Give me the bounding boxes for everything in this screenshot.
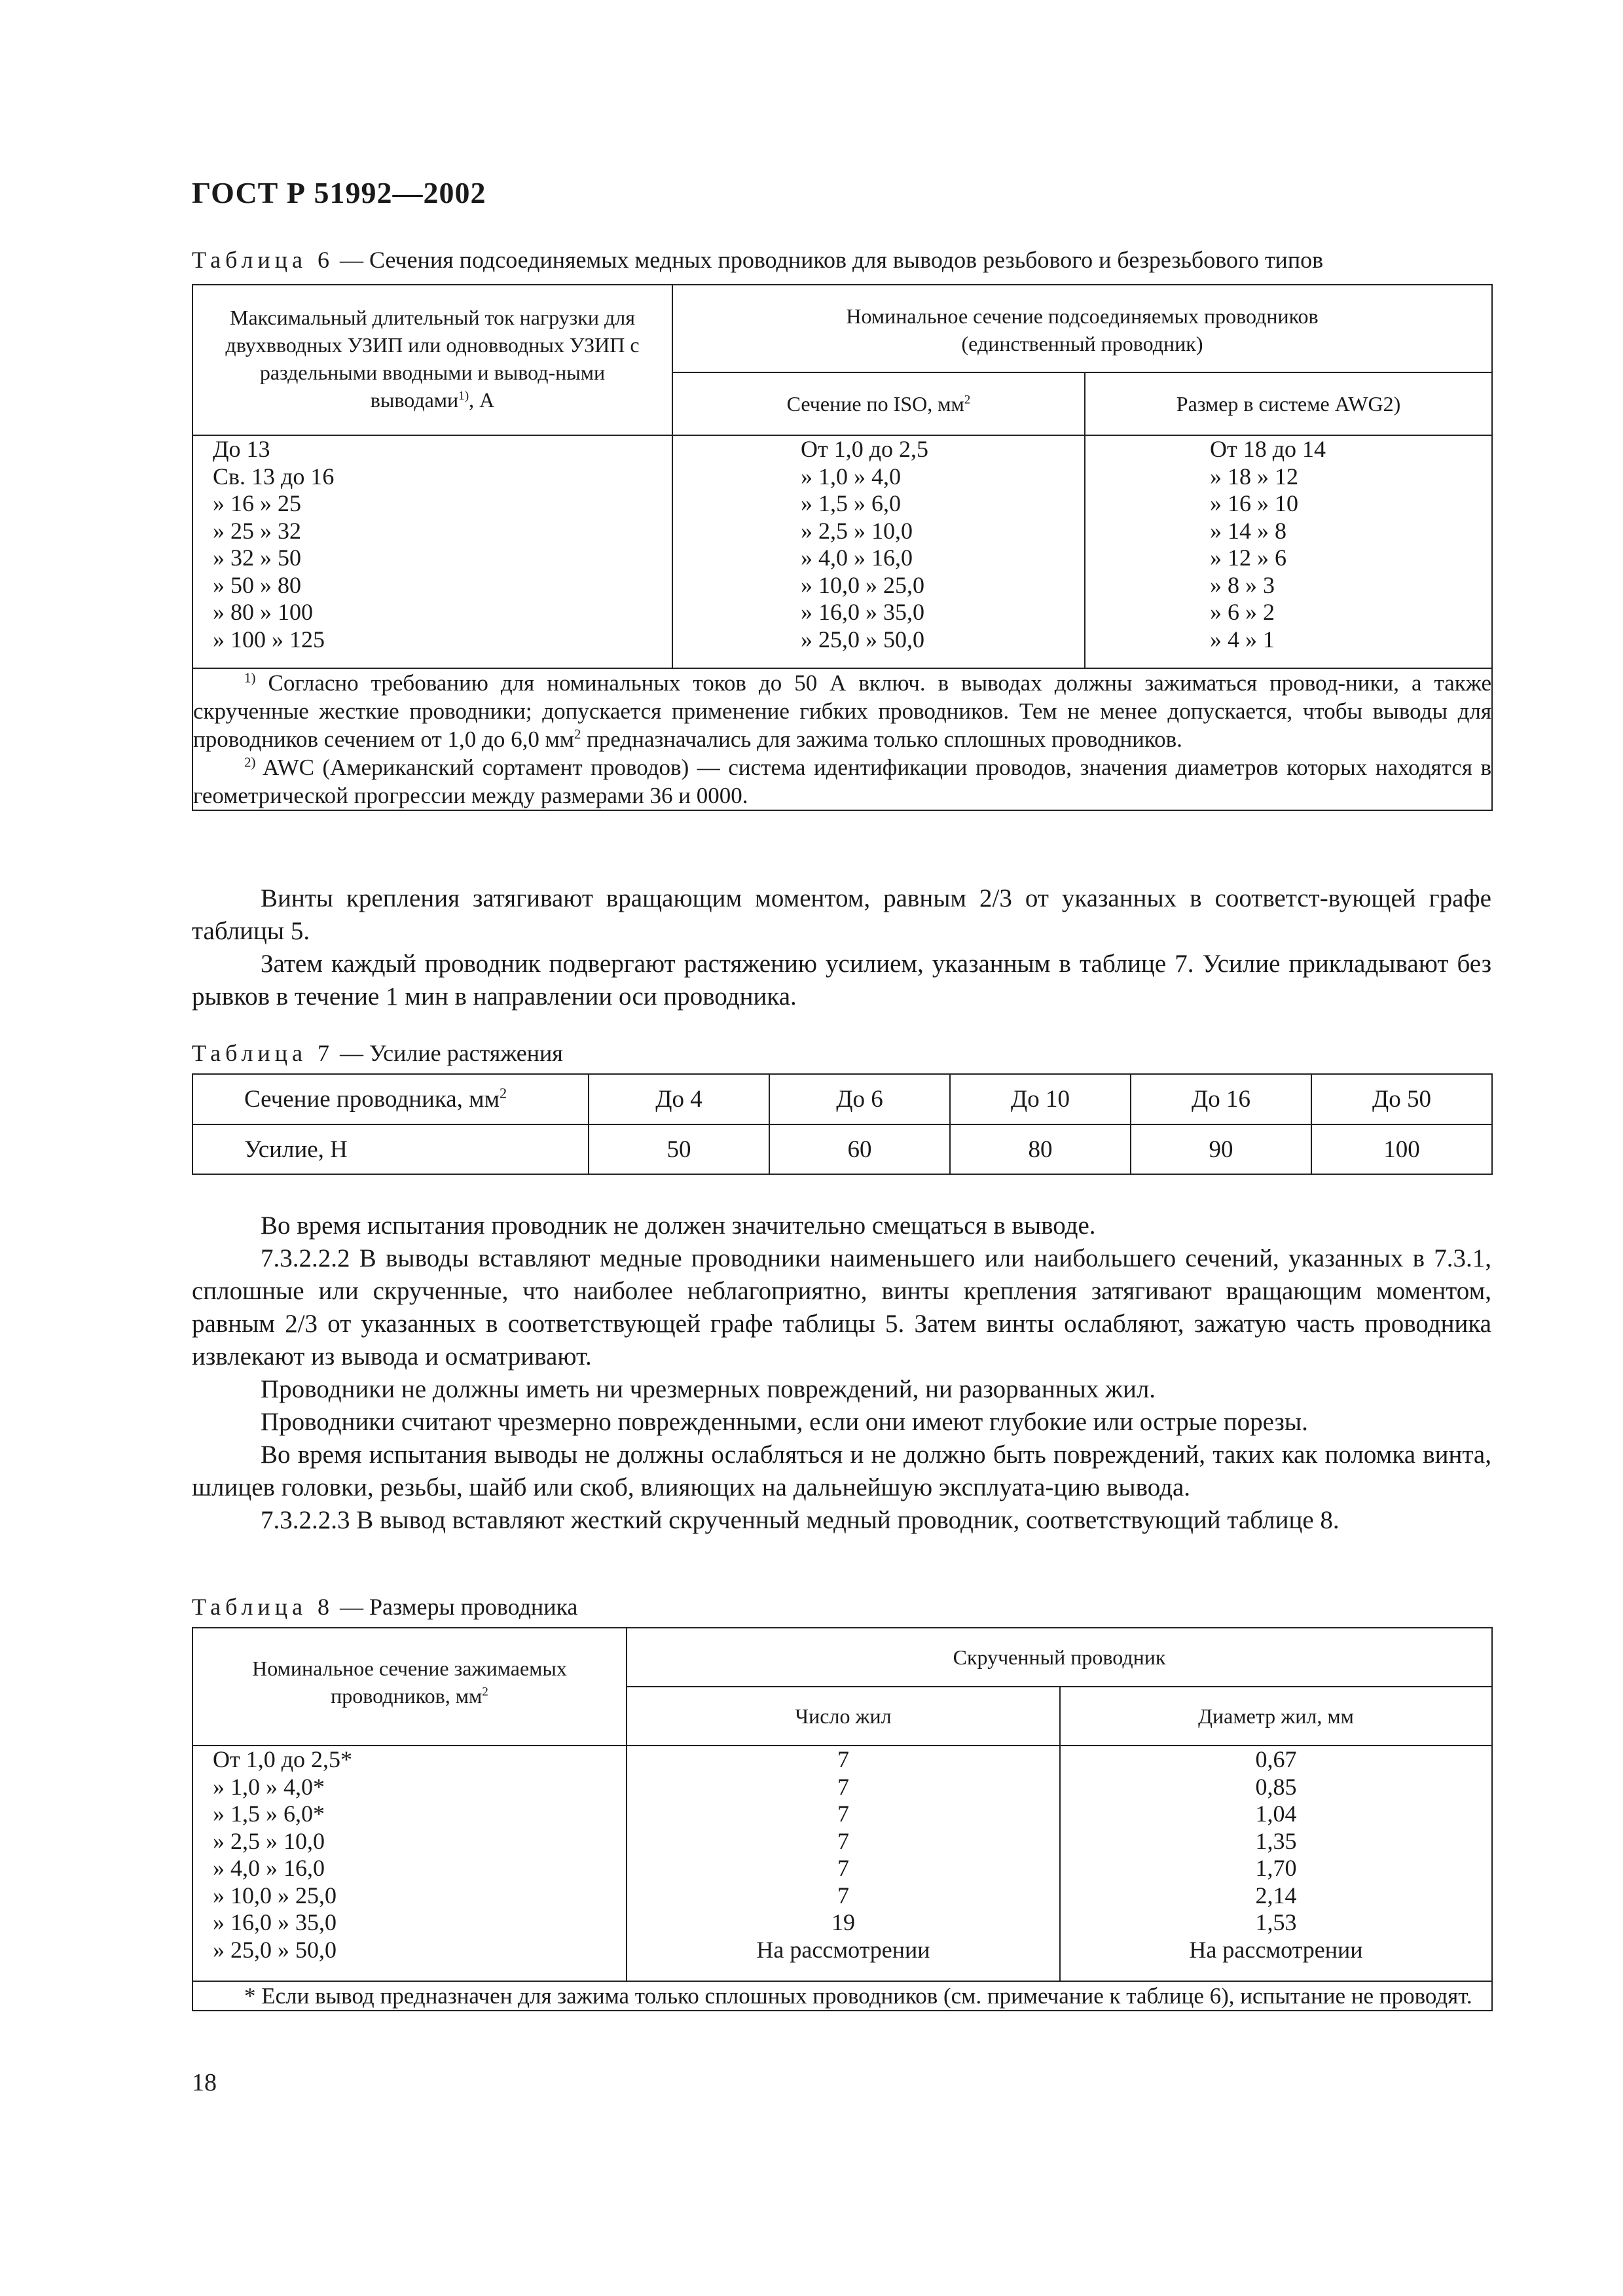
table8-section-column bbox=[192, 1746, 627, 1981]
table8-section-list bbox=[213, 1746, 626, 1964]
table8-section-cell: » 4,0 » 16,0 bbox=[213, 1855, 325, 1881]
paragraph-5: Проводники не должны иметь ни чрезмерных повреждений, ни разорванных жил. bbox=[261, 1375, 1156, 1403]
table7-row1-cell: До 50 bbox=[1311, 1074, 1492, 1124]
table7-row1-cell: До 6 bbox=[769, 1074, 950, 1124]
table7-caption-label: Таблица 7 bbox=[192, 1040, 334, 1066]
table6-current-cell: До 13 bbox=[213, 436, 270, 462]
table6-current-cell: » 50 » 80 bbox=[213, 571, 301, 598]
table7-row2-cell: 100 bbox=[1311, 1124, 1492, 1174]
table6-awg-cell: » 14 » 8 bbox=[1210, 517, 1286, 544]
table8-count-list bbox=[627, 1746, 1059, 1964]
table8 bbox=[192, 1627, 1493, 2011]
table6-current-column bbox=[192, 435, 672, 668]
table6-note2-text: AWC (Американский сортамент проводов) — система идентификации проводов, значения диаметров которых находятся в геометрической прогрессии между размерами 36 и 0000. bbox=[193, 755, 1491, 808]
table8-group-header: Скрученный проводник bbox=[627, 1628, 1492, 1687]
table7-row2-cell: 60 bbox=[769, 1124, 950, 1174]
paragraph-6: Проводники считают чрезмерно поврежденными, если они имеют глубокие или острые порезы. bbox=[261, 1408, 1308, 1436]
table8-caption-text: — Размеры проводника bbox=[333, 1594, 578, 1620]
table7-row1-label bbox=[192, 1074, 589, 1124]
table8-diameter-cell: 0,85 bbox=[1255, 1773, 1297, 1800]
paragraph-4: 7.3.2.2.2 В выводы вставляют медные проводники наименьшего или наибольшего сечений, указанных в 7.3.1, сплошные или скрученные, что наиболее неблагоприятно, винты крепления затягивают вращающим моментом, равным 2/3 от указанных в соответствующей графе таблицы 5. Затем винты ослабляют, зажатую часть проводника извлекают из вывода и осматривают. bbox=[192, 1244, 1491, 1371]
table8-count-cell: 7 bbox=[837, 1855, 849, 1881]
table7-row1-cell: До 16 bbox=[1131, 1074, 1311, 1124]
table6-col3-header: Размер в системе AWG2) bbox=[1085, 372, 1492, 435]
paragraph-2: Затем каждый проводник подвергают растяжению усилием, указанным в таблице 7. Усилие прикладывают без рывков в течение 1 мин в направлении оси проводника. bbox=[192, 950, 1491, 1011]
table6-col1-header-text: Максимальный длительный ток нагрузки для двухвводных УЗИП или одновводных УЗИП с раздельными вводными и вывод-ными выводами bbox=[225, 306, 640, 412]
table6-col2-header-sup: 2 bbox=[964, 393, 971, 407]
table8-col3-header: Диаметр жил, мм bbox=[1060, 1687, 1492, 1746]
table6-iso-cell: » 1,0 » 4,0 bbox=[801, 463, 901, 490]
table8-diameter-cell: 1,70 bbox=[1255, 1855, 1297, 1881]
table6-note1-mark: 1) bbox=[244, 670, 256, 686]
table6-current-cell: » 16 » 25 bbox=[213, 490, 301, 516]
table6-group-header: Номинальное сечение подсоединяемых проводников (единственный проводник) bbox=[672, 285, 1492, 372]
table8-count-cell: 7 bbox=[837, 1827, 849, 1854]
paragraph-8: 7.3.2.2.3 В вывод вставляют жесткий скрученный медный проводник, соответствующий таблице 8. bbox=[261, 1506, 1340, 1534]
table8-caption-label: Таблица 8 bbox=[192, 1594, 334, 1620]
table6-note2 bbox=[193, 753, 1491, 810]
table6-col1-header-sup: 1) bbox=[458, 389, 469, 403]
table8-diameter-list bbox=[1061, 1746, 1491, 1964]
table6-col1-header bbox=[192, 285, 672, 435]
table6-awg-cell: » 4 » 1 bbox=[1210, 626, 1275, 653]
body-text-block-1 bbox=[192, 882, 1491, 1013]
page-number: 18 bbox=[192, 2069, 217, 2096]
table6-awg-cell: От 18 до 14 bbox=[1210, 436, 1326, 462]
table6-current-cell: » 32 » 50 bbox=[213, 545, 301, 571]
table8-count-column bbox=[627, 1746, 1060, 1981]
table7-row-section bbox=[192, 1074, 1492, 1124]
table8-count-cell: На рассмотрении bbox=[756, 1936, 930, 1963]
table8-section-cell: От 1,0 до 2,5* bbox=[213, 1746, 353, 1772]
table6-awg-cell: » 8 » 3 bbox=[1210, 571, 1275, 598]
paragraph-7: Во время испытания выводы не должны ослабляться и не должно быть повреждений, таких как поломка винта, шлицев головки, резьбы, шайб или скоб, влияющих на дальнейшую эксплуата-цию вывода. bbox=[192, 1441, 1491, 1501]
table6-iso-cell: » 2,5 » 10,0 bbox=[801, 517, 913, 544]
table6-awg-cell: » 18 » 12 bbox=[1210, 463, 1298, 490]
table6-awg-column bbox=[1085, 435, 1492, 668]
table8-col1-header-sup: 2 bbox=[482, 1685, 488, 1699]
table6-note1 bbox=[193, 669, 1491, 753]
table6-iso-cell: От 1,0 до 2,5 bbox=[801, 436, 929, 462]
table8-section-cell: » 1,0 » 4,0* bbox=[213, 1773, 325, 1800]
table6-caption bbox=[192, 246, 1323, 274]
table6-iso-cell: » 25,0 » 50,0 bbox=[801, 626, 924, 653]
table8-count-cell: 7 bbox=[837, 1801, 849, 1827]
table6-current-list bbox=[213, 436, 672, 653]
table6-current-cell: » 100 » 125 bbox=[213, 626, 325, 653]
table8-diameter-cell: 2,14 bbox=[1255, 1882, 1297, 1909]
table6-note1-text: Согласно требованию для номинальных токов до 50 А включ. в выводах должны зажиматься провод-ники, а также скрученные жесткие проводники; допускается применение гибких проводников. Тем не менее допускается, чтобы выводы для проводников сечением от 1,0 до 6,0 мм bbox=[193, 670, 1491, 752]
table6-awg-cell: » 16 » 10 bbox=[1210, 490, 1298, 516]
table6-iso-cell: » 16,0 » 35,0 bbox=[801, 599, 924, 625]
table7-row-force bbox=[192, 1124, 1492, 1174]
table7 bbox=[192, 1073, 1493, 1175]
table8-note: * Если вывод предназначен для зажима только сплошных проводников (см. примечание к таблице 6), испытание не проводят. bbox=[192, 1981, 1492, 2011]
table6-note1-text-end: предназначались для зажима только сплошных проводников. bbox=[581, 726, 1182, 752]
table7-row1-cell: До 10 bbox=[950, 1074, 1131, 1124]
table7-row1-label-sup: 2 bbox=[499, 1085, 507, 1102]
table8-count-cell: 7 bbox=[837, 1773, 849, 1800]
table6-iso-cell: » 1,5 » 6,0 bbox=[801, 490, 901, 516]
table7-row2-cell: 50 bbox=[589, 1124, 769, 1174]
table6-iso-column bbox=[672, 435, 1085, 668]
table8-diameter-cell: 0,67 bbox=[1255, 1746, 1297, 1772]
body-text-block-2 bbox=[192, 1210, 1491, 1537]
table8-count-cell: 19 bbox=[831, 1909, 855, 1935]
table8-col1-header-text: Номинальное сечение зажимаемых проводников, мм bbox=[252, 1657, 567, 1708]
table8-diameter-cell: 1,04 bbox=[1255, 1801, 1297, 1827]
table8-section-cell: » 1,5 » 6,0* bbox=[213, 1801, 325, 1827]
table8-col2-header: Число жил bbox=[627, 1687, 1060, 1746]
table6-note1-sup: 2 bbox=[574, 726, 581, 742]
table6-awg-cell: » 6 » 2 bbox=[1210, 599, 1275, 625]
table6-note2-mark: 2) bbox=[244, 754, 256, 770]
paragraph-1: Винты крепления затягивают вращающим моментом, равным 2/3 от указанных в соответст-вующей графе таблицы 5. bbox=[192, 884, 1491, 945]
table8-count-cell: 7 bbox=[837, 1746, 849, 1772]
table8-count-cell: 7 bbox=[837, 1882, 849, 1909]
table6-current-cell: » 80 » 100 bbox=[213, 599, 313, 625]
table6-col2-header bbox=[672, 372, 1085, 435]
table7-row2-label: Усилие, Н bbox=[192, 1124, 589, 1174]
table8-col1-header bbox=[192, 1628, 627, 1746]
table8-caption bbox=[192, 1593, 577, 1621]
table7-row1-label-text: Сечение проводника, мм bbox=[244, 1086, 500, 1113]
table6-iso-cell: » 10,0 » 25,0 bbox=[801, 571, 924, 598]
table6-caption-text: — Сечения подсоединяемых медных проводников для выводов резьбового и безрезьбового типов bbox=[333, 247, 1324, 273]
table7-caption bbox=[192, 1039, 563, 1067]
table8-diameter-cell: 1,35 bbox=[1255, 1827, 1297, 1854]
document-code: ГОСТ Р 51992—2002 bbox=[192, 176, 486, 209]
table8-section-cell: » 2,5 » 10,0 bbox=[213, 1827, 325, 1854]
table6-iso-cell: » 4,0 » 16,0 bbox=[801, 545, 913, 571]
table8-diameter-cell: На рассмотрении bbox=[1189, 1936, 1363, 1963]
table8-section-cell: » 16,0 » 35,0 bbox=[213, 1909, 337, 1935]
table8-section-cell: » 10,0 » 25,0 bbox=[213, 1882, 337, 1909]
table7-caption-text: — Усилие растяжения bbox=[333, 1040, 563, 1066]
table6-col1-header-unit: , А bbox=[469, 388, 495, 412]
table6-notes bbox=[192, 668, 1492, 810]
table7-row2-cell: 80 bbox=[950, 1124, 1131, 1174]
paragraph-3: Во время испытания проводник не должен значительно смещаться в выводе. bbox=[261, 1211, 1096, 1240]
table6-current-cell: » 25 » 32 bbox=[213, 517, 301, 544]
table6-col2-header-text: Сечение по ISO, мм bbox=[786, 392, 964, 416]
table6-iso-list bbox=[801, 436, 1084, 653]
table6-awg-list bbox=[1210, 436, 1491, 653]
table8-diameter-column bbox=[1060, 1746, 1492, 1981]
table7-row2-cell: 90 bbox=[1131, 1124, 1311, 1174]
table8-section-cell: » 25,0 » 50,0 bbox=[213, 1936, 337, 1963]
table6-caption-label: Таблица 6 bbox=[192, 247, 334, 273]
table8-diameter-cell: 1,53 bbox=[1255, 1909, 1297, 1935]
table7-row1-cell: До 4 bbox=[589, 1074, 769, 1124]
table6-current-cell: Св. 13 до 16 bbox=[213, 463, 335, 490]
table6 bbox=[192, 284, 1493, 811]
table6-awg-cell: » 12 » 6 bbox=[1210, 545, 1286, 571]
